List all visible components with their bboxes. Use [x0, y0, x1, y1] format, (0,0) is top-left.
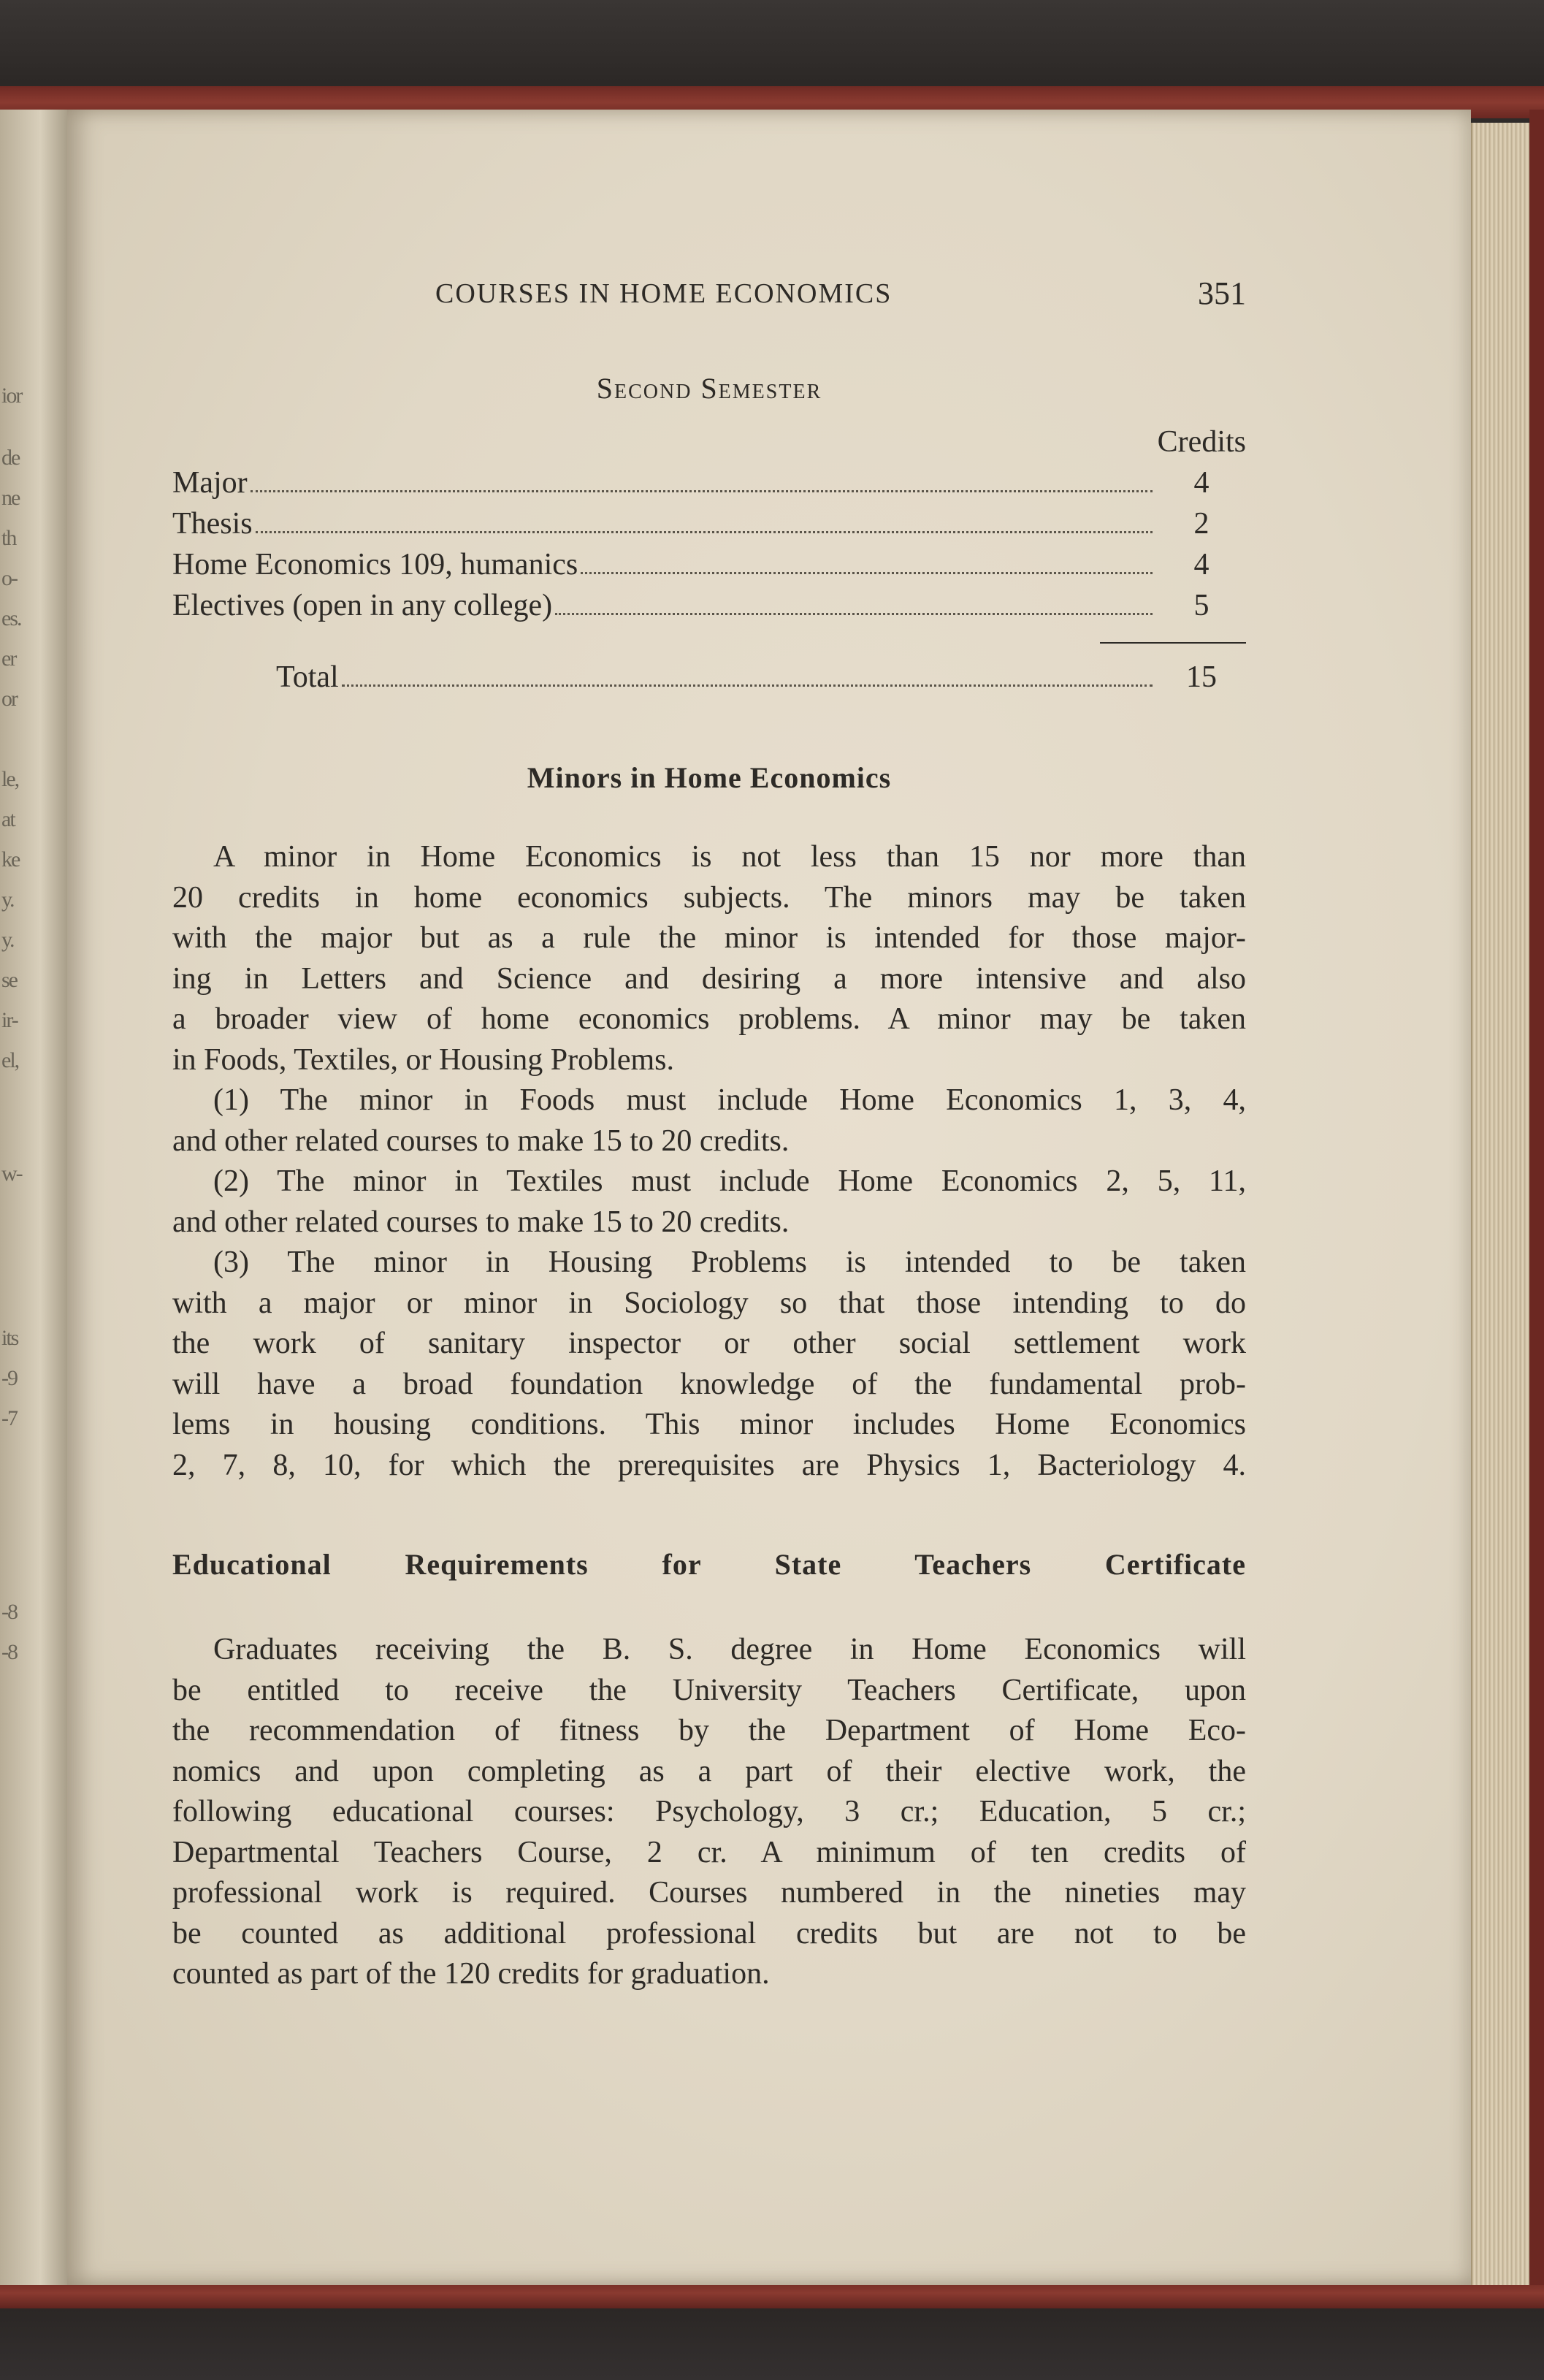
page-content: [172, 275, 1246, 1995]
credit-value: 4: [1193, 466, 1209, 500]
text-line: (1) The minor in Foods must include Home Economics 1, 3, 4,: [213, 1083, 1246, 1117]
text-line: ing in Letters and Science and desiring a more intensive and also: [172, 961, 1246, 996]
credit-row: [172, 462, 1246, 503]
text-line: Departmental Teachers Course, 2 cr. A minimum of ten credits of: [172, 1835, 1246, 1869]
credit-label: Major: [172, 466, 248, 500]
running-head: [172, 275, 1246, 321]
credit-value: 5: [1193, 589, 1209, 622]
dot-leader: [256, 530, 1153, 533]
text-line: A minor in Home Economics is not less than 15 nor more than: [213, 840, 1246, 874]
text-line: the recommendation of fitness by the Department of Home Eco-: [172, 1714, 1246, 1747]
dot-leader: [251, 489, 1153, 492]
dot-leader: [555, 612, 1153, 615]
text-line: the work of sanitary inspector or other social settlement work: [172, 1327, 1246, 1360]
facing-page-fragment: er: [1, 647, 16, 671]
total-rule: [1100, 642, 1246, 644]
minors-body: [172, 837, 1246, 1486]
facing-page-fragment: le,: [1, 767, 19, 791]
running-title: COURSES IN HOME ECONOMICS: [435, 278, 893, 309]
facing-page-fragment: at: [1, 807, 15, 831]
page-number: 351: [1198, 275, 1246, 311]
facing-page-fragment: ne: [1, 486, 20, 510]
text-line: (3) The minor in Housing Problems is intended to be taken: [213, 1246, 1246, 1279]
text-line: 20 credits in home economics subjects. The minors may be taken: [172, 880, 1246, 915]
text-line: with the major but as a rule the minor is intended for those major-: [172, 921, 1246, 955]
facing-page-fragment: ior: [1, 384, 22, 408]
facing-page-fragment: or: [1, 687, 17, 711]
certificate-heading: Educational Requirements for State Teachers Certificate: [172, 1548, 1246, 1581]
total-row: [172, 657, 1246, 698]
facing-page-fragment: -9: [1, 1366, 17, 1390]
credit-table: [172, 462, 1246, 698]
facing-page-fragment: its: [1, 1326, 18, 1350]
facing-page-fragment: th: [1, 526, 16, 550]
page-block-edges: [1471, 123, 1531, 2285]
credits-column-header: Credits: [1157, 425, 1246, 459]
dot-leader: [581, 571, 1153, 574]
text-line: Graduates receiving the B. S. degree in Home Economics will: [213, 1633, 1246, 1666]
minors-heading: Minors in Home Economics: [527, 761, 892, 794]
facing-page-fragment: y.: [1, 888, 14, 912]
text-line: following educational courses: Psychology, 3 cr.; Education, 5 cr.;: [172, 1795, 1246, 1828]
credit-label: Home Economics 109, humanics: [172, 548, 578, 581]
scan-background-top: [0, 0, 1544, 95]
scan-background-bottom: [0, 2301, 1544, 2380]
total-label: Total: [276, 660, 339, 694]
facing-page-fragment: y.: [1, 928, 14, 952]
semester-title: Second Semester: [596, 372, 822, 405]
facing-page-fragment: w-: [1, 1162, 22, 1186]
text-line: in Foods, Textiles, or Housing Problems.: [172, 1042, 674, 1077]
total-value: 15: [1186, 660, 1217, 694]
text-line: 2, 7, 8, 10, for which the prerequisites are Physics 1, Bacteriology 4.: [172, 1448, 1246, 1482]
facing-page-edge: [0, 110, 69, 2285]
text-line: and other related courses to make 15 to 20 credits.: [172, 1124, 790, 1158]
credit-row: [172, 503, 1246, 544]
facing-page-fragment: -7: [1, 1406, 17, 1430]
facing-page-fragment: se: [1, 968, 17, 992]
book-cover-right: [1529, 110, 1544, 2285]
text-line: be entitled to receive the University Teachers Certificate, upon: [172, 1673, 1246, 1707]
text-line: lems in housing conditions. This minor includes Home Economics: [172, 1408, 1246, 1441]
text-line: professional work is required. Courses numbered in the nineties may: [172, 1876, 1246, 1910]
credit-value: 4: [1193, 548, 1209, 581]
text-line: (2) The minor in Textiles must include Home Economics 2, 5, 11,: [213, 1164, 1246, 1198]
facing-page-fragment: ir-: [1, 1008, 18, 1032]
dot-leader: [342, 684, 1153, 687]
facing-page-fragment: es.: [1, 606, 21, 630]
text-line: and other related courses to make 15 to 20 credits.: [172, 1205, 790, 1239]
facing-page-fragment: ke: [1, 847, 20, 871]
credit-row: [172, 544, 1246, 585]
facing-page-fragment: -8: [1, 1640, 17, 1664]
credit-label: Electives (open in any college): [172, 589, 553, 622]
facing-page-fragment: -8: [1, 1600, 17, 1624]
facing-page-fragment: o-: [1, 566, 17, 590]
text-line: counted as part of the 120 credits for graduation.: [172, 1957, 770, 1991]
text-line: be counted as additional professional credits but are not to be: [172, 1916, 1246, 1950]
credit-row: [172, 585, 1246, 626]
text-line: with a major or minor in Sociology so that those intending to do: [172, 1286, 1246, 1320]
facing-page-fragment: el,: [1, 1048, 19, 1072]
credit-value: 2: [1193, 507, 1209, 541]
text-line: nomics and upon completing as a part of their elective work, the: [172, 1754, 1246, 1788]
text-line: will have a broad foundation knowledge of the fundamental prob-: [172, 1367, 1246, 1401]
certificate-body: [172, 1630, 1246, 1995]
text-line: a broader view of home economics problems. A minor may be taken: [172, 1002, 1246, 1036]
facing-page-fragment: de: [1, 446, 20, 470]
credit-label: Thesis: [172, 507, 253, 541]
